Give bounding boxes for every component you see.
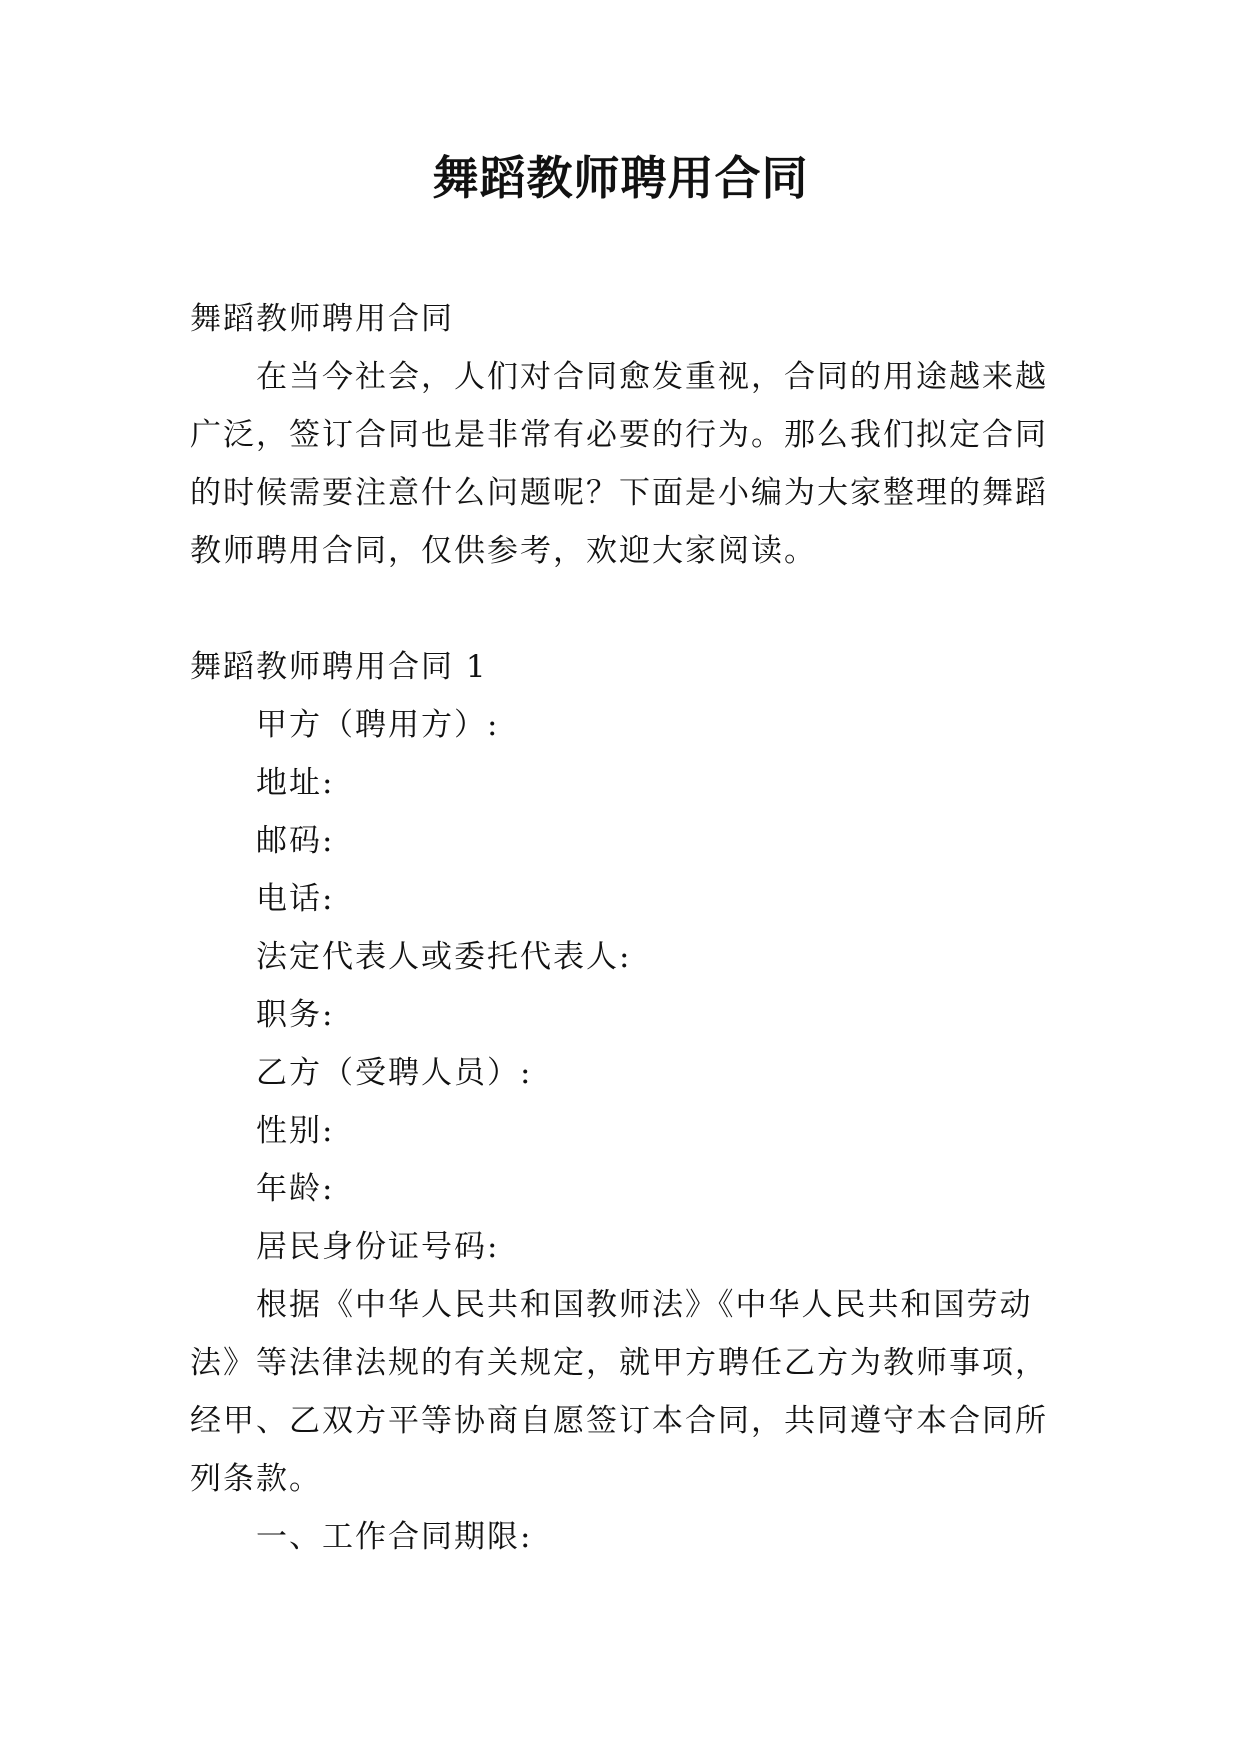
basis-paragraph: 根据《中华人民共和国教师法》《中华人民共和国劳动法》等法律法规的有关规定，就甲方聘任乙方为教师事项，经甲、乙双方平等协商自愿签订本合同，共同遵守本合同所列条款。 <box>190 1287 1048 1497</box>
field-postcode: 邮码: <box>256 823 335 859</box>
document-subtitle: 舞蹈教师聘用合同 <box>190 301 454 337</box>
field-age: 年龄: <box>256 1171 335 1207</box>
clause-1-heading: 一、工作合同期限: <box>256 1519 533 1555</box>
field-position: 职务: <box>256 997 335 1033</box>
field-address: 地址: <box>256 765 335 801</box>
document-body <box>190 290 1062 1566</box>
field-party-a: 甲方（聘用方）: <box>256 707 500 743</box>
field-id-number: 居民身份证号码: <box>256 1229 500 1265</box>
intro-paragraph: 在当今社会，人们对合同愈发重视，合同的用途越来越广泛，签订合同也是非常有必要的行为。那么我们拟定合同的时候需要注意什么问题呢？下面是小编为大家整理的舞蹈教师聘用合同，仅供参考，欢迎大家阅读。 <box>190 359 1048 569</box>
field-phone: 电话: <box>256 881 335 917</box>
field-representative: 法定代表人或委托代表人: <box>256 939 632 975</box>
field-party-b: 乙方（受聘人员）: <box>256 1055 533 1091</box>
field-gender: 性别: <box>256 1113 335 1149</box>
document-title: 舞蹈教师聘用合同 <box>432 151 809 205</box>
paragraph-spacer <box>190 580 1062 638</box>
section-heading: 舞蹈教师聘用合同 1 <box>190 649 488 685</box>
